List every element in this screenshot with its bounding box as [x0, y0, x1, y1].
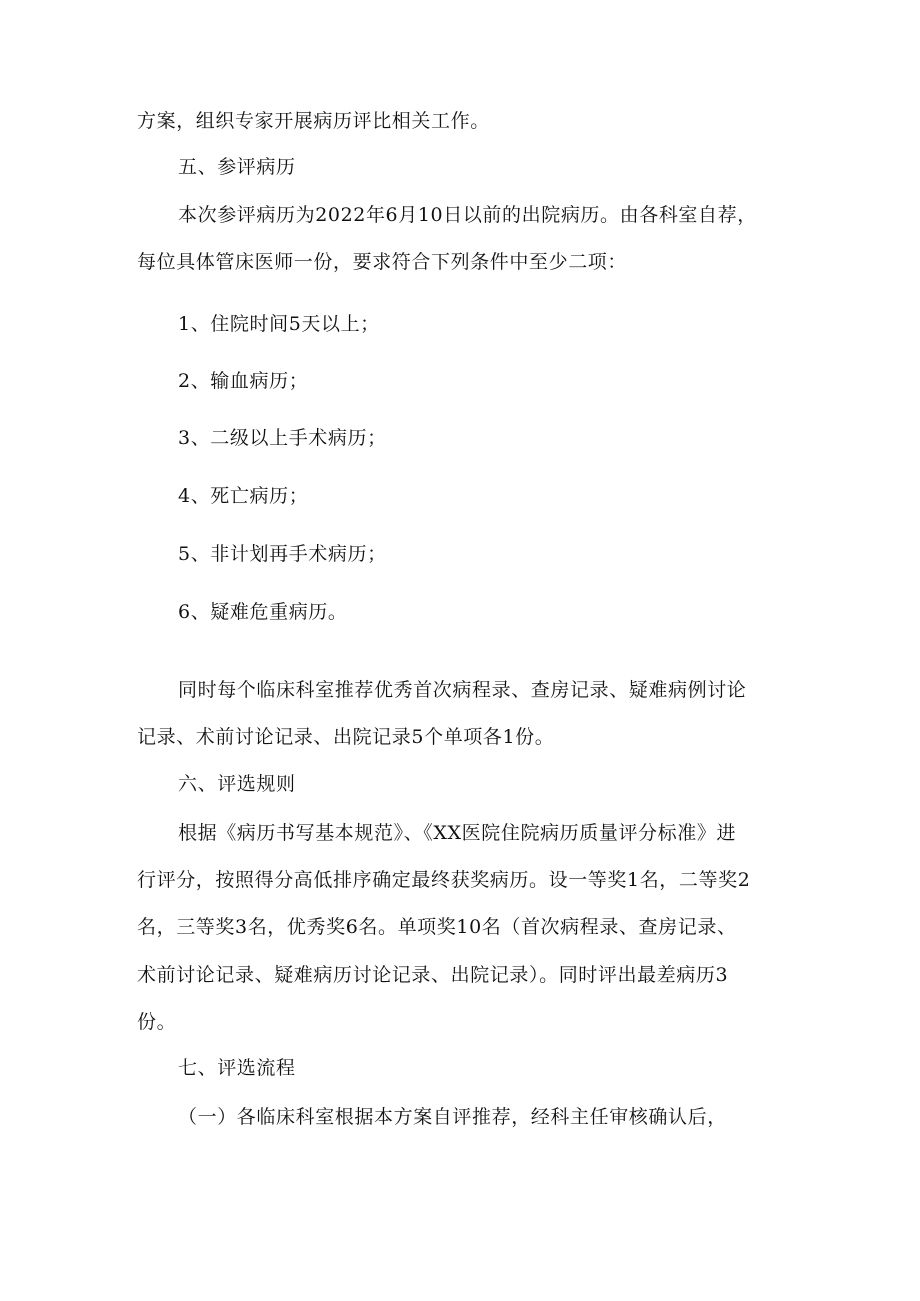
list-item: 1、住院时间5天以上； — [178, 313, 380, 335]
section-heading: 五、参评病历 — [178, 156, 296, 178]
body-text-line: 根据《病历书写基本规范》、《XX医院住院病历质量评分标准》进 — [178, 822, 737, 844]
body-text-line: 方案，组织专家开展病历评比相关工作。 — [137, 110, 490, 132]
body-text-line: 名，三等奖3名，优秀奖6名。单项奖10名（首次病程录、查房记录、 — [137, 916, 737, 938]
body-text-line: 术前讨论记录、疑难病历讨论记录、出院记录）。同时评出最差病历3 — [137, 964, 729, 986]
list-item: 5、非计划再手术病历； — [178, 543, 387, 565]
section-heading: 六、评选规则 — [178, 773, 296, 795]
list-item: 3、二级以上手术病历； — [178, 427, 387, 449]
body-text-line: 份。 — [137, 1011, 177, 1033]
section-heading: 七、评选流程 — [178, 1057, 296, 1079]
body-text-line: 本次参评病历为2022年6月10日以前的出院病历。由各科室自荐， — [178, 204, 757, 226]
body-text-line: 每位具体管床医师一份，要求符合下列条件中至少二项： — [137, 251, 628, 273]
body-text-line: 记录、术前讨论记录、出院记录5个单项各1份。 — [137, 726, 555, 748]
list-item: 2、输血病历； — [178, 370, 309, 392]
body-text-line: 行评分，按照得分高低排序确定最终获奖病历。设一等奖1名，二等奖2 — [137, 869, 751, 891]
body-text-line: （一）各临床科室根据本方案自评推荐，经科主任审核确认后， — [178, 1106, 727, 1128]
list-item: 4、死亡病历； — [178, 485, 309, 507]
body-text-line: 同时每个临床科室推荐优秀首次病程录、查房记录、疑难病例讨论 — [178, 679, 747, 701]
list-item: 6、疑难危重病历。 — [178, 601, 348, 623]
